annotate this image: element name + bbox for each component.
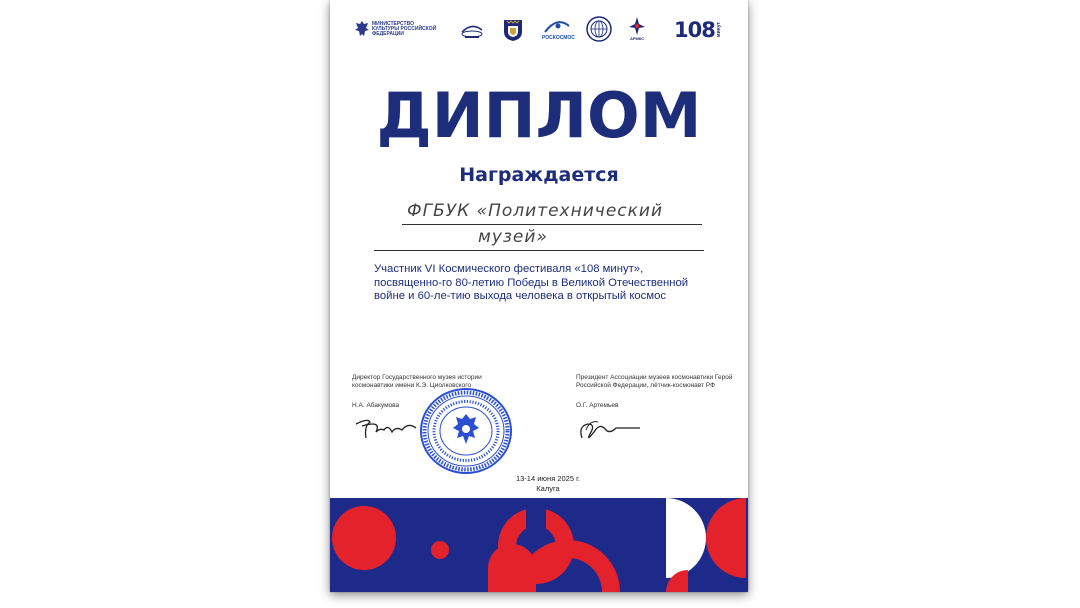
kaluga-region-crest	[502, 18, 524, 42]
round-emblem-logo	[586, 16, 612, 42]
signatory-left-name: Н.А. Абакумова	[352, 402, 400, 409]
signatory-right-position: Президент Ассоциации музеев космонавтики Герой Российской Федерации, лётчик-космонавт РФ	[576, 374, 733, 389]
diploma-subtitle: Награждается	[459, 164, 619, 186]
ministry-text: МИНИСТЕРСТВО КУЛЬТУРЫ РОССИЙСКОЙ ФЕДЕРАЦИИ	[372, 20, 437, 37]
roscosmos-logo	[542, 20, 575, 41]
museum-logo	[460, 20, 484, 40]
festival-108-logo	[674, 18, 722, 42]
museum-swoosh-icon	[460, 20, 484, 40]
roscosmos-caption: РОСКОСМОС	[542, 35, 575, 41]
signature-left-icon	[352, 416, 422, 444]
festival-number: 108	[674, 18, 715, 42]
armks-caption: АРМКС	[629, 36, 645, 41]
event-city: Калуга	[536, 484, 560, 493]
armks-logo	[628, 16, 646, 41]
signatory-left-position: Директор Государственного музея истории космонавтики имени К.Э. Циолковского	[352, 374, 482, 389]
band-blue-notch	[526, 498, 546, 538]
event-date-place	[508, 474, 588, 494]
logo-strip	[330, 14, 748, 50]
festival-word: минут	[715, 22, 722, 38]
band-red-dot	[431, 541, 449, 559]
recipient-name-part-2: музей»	[478, 227, 548, 247]
roscosmos-orbit-icon	[542, 20, 572, 34]
signature-right-icon	[576, 416, 646, 446]
recipient-line-1	[402, 200, 702, 225]
globe-seal-icon	[586, 16, 612, 42]
band-red-circle-left	[332, 506, 396, 570]
diploma-sheet	[330, 0, 748, 592]
recipient-name-part-1: ФГБУК «Политехнический	[407, 201, 663, 221]
signatory-right	[576, 374, 736, 449]
crest-icon	[502, 18, 524, 42]
official-seal-icon	[418, 386, 514, 476]
ministry-of-culture-logo	[354, 20, 442, 38]
event-date: 13-14 июня 2025 г.	[515, 474, 581, 483]
rocket-figure-icon	[628, 16, 646, 36]
recipient-line-2	[374, 226, 704, 251]
diploma-description: Участник VI Космического фестиваля «108 минут», посвященно-го 80-летию Победы в Великой Отечественной войне и 60-ле-тию выхода человека в открытый космос	[374, 263, 689, 302]
eagle-emblem-icon	[354, 20, 370, 38]
diploma-title: ДИПЛОМ	[376, 79, 702, 152]
signatory-right-name: О.Г. Артемьев	[576, 402, 619, 409]
decorative-band	[330, 498, 748, 592]
